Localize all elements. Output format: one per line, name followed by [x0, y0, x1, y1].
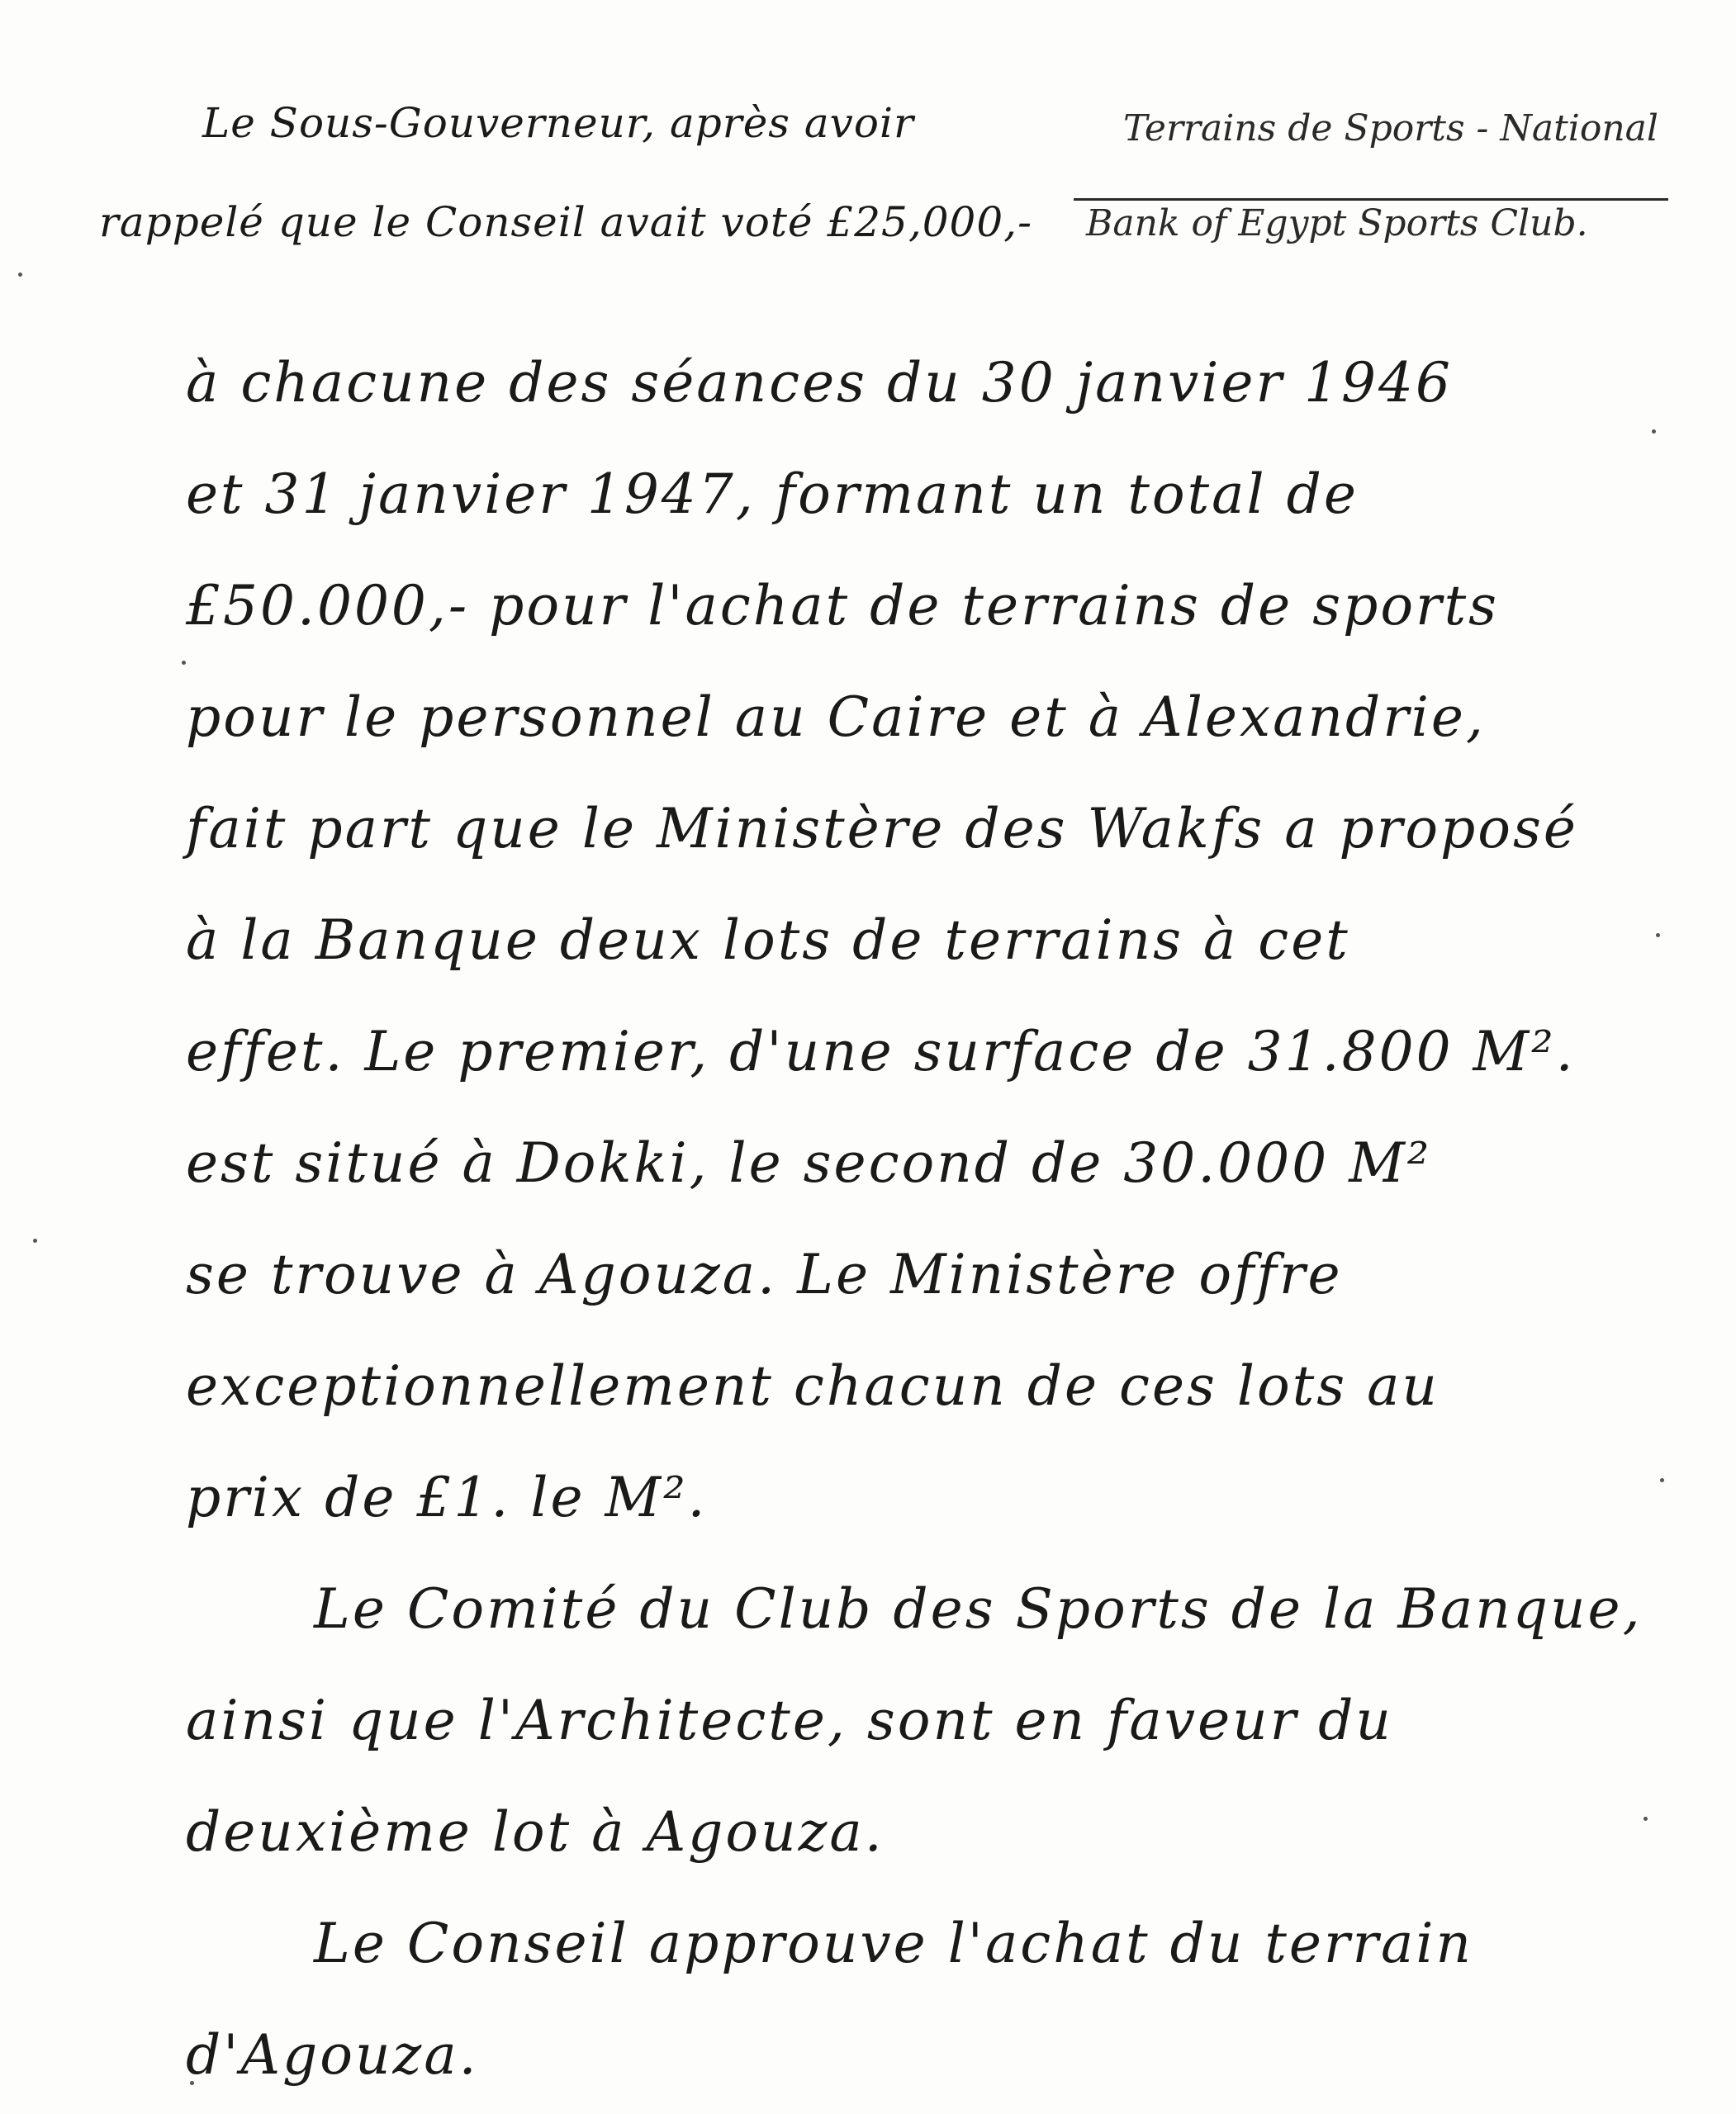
header-line-2: rappelé que le Conseil avait voté £25,000,-: [99, 198, 1032, 246]
margin-note-line-1: Terrains de Sports - National: [1123, 107, 1658, 149]
scan-speck: [18, 273, 22, 277]
header-line-1: Le Sous-Gouverneur, après avoir: [202, 99, 914, 147]
scan-speck: [1644, 1817, 1648, 1821]
body-line-2: et 31 janvier 1947, formant un total de: [186, 462, 1359, 526]
body-line-5: fait part que le Ministère des Wakfs a proposé: [186, 797, 1578, 860]
scan-speck: [1656, 933, 1660, 937]
body-line-12: Le Comité du Club des Sports de la Banque,: [314, 1577, 1643, 1641]
body-line-14: deuxième lot à Agouza.: [186, 1800, 885, 1864]
body-line-3: £50.000,- pour l'achat de terrains de sports: [186, 574, 1499, 638]
body-line-4: pour le personnel au Caire et à Alexandrie,: [186, 685, 1486, 749]
body-line-1: à chacune des séances du 30 janvier 1946: [186, 351, 1453, 415]
body-line-16: d'Agouza.: [186, 2023, 479, 2087]
scan-speck: [1660, 1478, 1664, 1482]
body-line-9: se trouve à Agouza. Le Ministère offre: [186, 1243, 1343, 1306]
body-line-15: Le Conseil approuve l'achat du terrain: [314, 1912, 1473, 1975]
margin-note-underline: [1074, 198, 1668, 201]
scan-speck: [1652, 429, 1656, 434]
body-line-10: exceptionnellement chacun de ces lots au: [186, 1354, 1440, 1418]
body-line-8: est situé à Dokki, le second de 30.000 M²: [186, 1131, 1432, 1195]
body-line-11: prix de £1. le M².: [186, 1466, 708, 1529]
scan-speck: [33, 1239, 37, 1243]
body-line-7: effet. Le premier, d'une surface de 31.800 M².: [186, 1020, 1576, 1083]
body-line-6: à la Banque deux lots de terrains à cet: [186, 908, 1350, 972]
scan-speck: [182, 661, 186, 665]
margin-note-line-2: Bank of Egypt Sports Club.: [1086, 202, 1588, 244]
body-line-13: ainsi que l'Architecte, sont en faveur du: [186, 1689, 1393, 1752]
